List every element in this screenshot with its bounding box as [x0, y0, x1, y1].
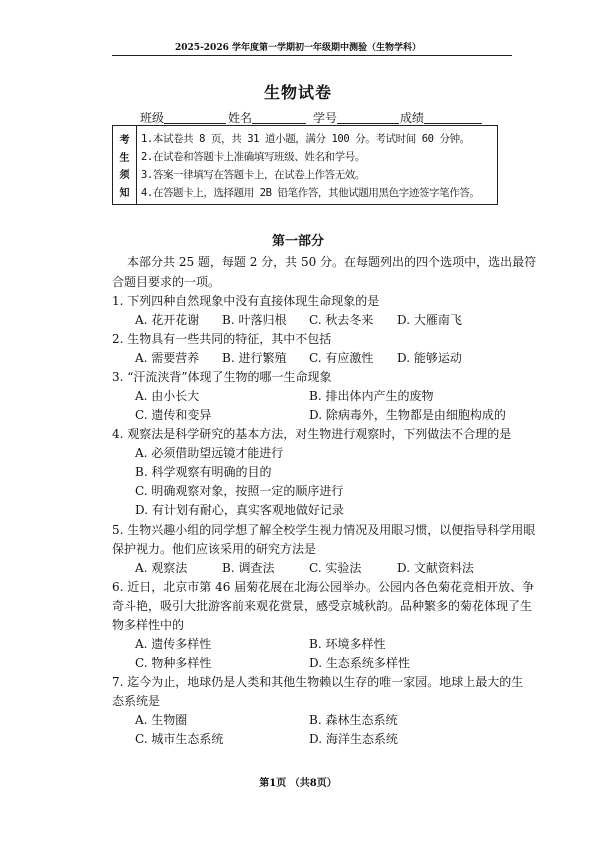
question-1-option-b: B. 叶落归根	[222, 313, 287, 327]
student-id-label: 学号	[313, 111, 338, 125]
notice-item: 2.在试卷和答题卡上准确填写班级、姓名和学号。	[141, 151, 365, 163]
question-1-stem: 1. 下列四种自然现象中没有直接体现生命现象的是	[112, 294, 380, 308]
class-blank	[164, 111, 226, 124]
question-3-option-c: C. 遗传和变异	[135, 408, 212, 422]
question-1-option-c: C. 秋去冬来	[309, 313, 374, 327]
score-blank	[424, 111, 482, 124]
score-field	[400, 109, 482, 126]
notice-item: 1.本试卷共 8 页，共 31 道小题，满分 100 分。考试时间 60 分钟。	[141, 133, 470, 145]
question-7-option-d: D. 海洋生态系统	[309, 732, 398, 746]
question-3-stem: 3. “汗流浃背”体现了生物的哪一生命现象	[112, 370, 332, 384]
question-5-option-a: A. 观察法	[135, 561, 188, 575]
question-7-option-c: C. 城市生态系统	[135, 732, 224, 746]
intro-line: 合题目要求的一项。	[112, 275, 221, 289]
notice-items	[141, 130, 493, 202]
question-5-option-b: B. 调查法	[222, 561, 275, 575]
header-rule	[112, 55, 512, 56]
page-header: 2025-2026 学年度第一学期初一年级期中测验（生物学科）	[175, 43, 421, 53]
question-4-option-c: C. 明确观察对象，按照一定的顺序进行	[135, 484, 344, 498]
intro-line: 本部分共 25 题，每题 2 分，共 50 分。在每题列出的四个选项中，选出最符	[127, 255, 537, 269]
section-title: 第一部分	[271, 234, 324, 249]
class-label: 班级	[140, 111, 165, 125]
question-6-option-a: A. 遗传多样性	[135, 637, 212, 651]
page-title: 生物试卷	[263, 83, 332, 102]
question-7-stem: 7. 迄今为止，地球仍是人类和其他生物赖以生存的唯一家园。地球上最大的生	[112, 675, 524, 689]
question-2-stem: 2. 生物具有一些共同的特征，其中不包括	[112, 332, 332, 346]
question-2-option-c: C. 有应激性	[309, 351, 374, 365]
question-3-option-b: B. 排出体内产生的废物	[309, 389, 434, 403]
question-7-option-b: B. 森林生态系统	[309, 713, 398, 727]
page-footer: 第1页 （共8页）	[259, 778, 337, 789]
question-5-option-c: C. 实验法	[309, 561, 362, 575]
question-4-option-a: A. 必须借助望远镜才能进行	[135, 446, 284, 460]
score-label: 成绩	[400, 111, 425, 125]
name-label: 姓名	[228, 111, 253, 125]
question-2-option-b: B. 进行繁殖	[222, 351, 287, 365]
question-2-option-d: D. 能够运动	[397, 351, 462, 365]
class-field	[140, 109, 226, 126]
question-6-option-d: D. 生态系统多样性	[309, 656, 410, 670]
student-id-blank	[337, 111, 399, 124]
question-1-option-a: A. 花开花谢	[135, 313, 200, 327]
notice-label-char: 生	[119, 152, 130, 164]
question-5-stem: 保护视力。他们应该采用的研究方法是	[112, 542, 317, 556]
question-6-stem: 物多样性中的	[112, 618, 185, 632]
question-7-option-a: A. 生物圈	[135, 713, 188, 727]
question-4-option-d: D. 有计划有耐心，真实客观地做好记录	[135, 503, 344, 517]
notice-label-char: 考	[119, 135, 130, 147]
notice-label	[113, 126, 137, 204]
question-6-option-b: B. 环境多样性	[309, 637, 386, 651]
notice-label-char: 须	[119, 170, 130, 182]
question-4-stem: 4. 观察法是科学研究的基本方法，对生物进行观察时，下列做法不合理的是	[112, 427, 512, 441]
question-5-stem: 5. 生物兴趣小组的同学想了解全校学生视力情况及用眼习惯，以便指导科学用眼	[112, 523, 536, 537]
notice-item: 3.答案一律填写在答题卡上，在试卷上作答无效。	[141, 169, 365, 181]
question-1-option-d: D. 大雁南飞	[397, 313, 462, 327]
question-6-stem: 奇斗艳，吸引大批游客前来观花赏景，感受京城秋韵。品种繁多的菊花体现了生	[112, 599, 533, 613]
question-3-option-a: A. 由小长大	[135, 389, 200, 403]
student-id-field	[313, 109, 399, 126]
question-7-stem: 态系统是	[112, 694, 161, 708]
notice-label-char: 知	[119, 187, 130, 199]
exam-notice-box	[112, 125, 498, 205]
question-4-option-b: B. 科学观察有明确的目的	[135, 465, 272, 479]
question-6-stem: 6. 近日，北京市第 46 届菊花展在北海公园举办。公园内各色菊花竞相开放、争	[112, 580, 535, 594]
question-2-option-a: A. 需要营养	[135, 351, 200, 365]
question-3-option-d: D. 除病毒外，生物都是由细胞构成的	[309, 408, 506, 422]
name-blank	[252, 111, 306, 124]
notice-item: 4.在答题卡上，选择题用 2B 铅笔作答，其他试题用黑色字迹签字笔作答。	[141, 187, 480, 199]
name-field	[228, 109, 306, 126]
question-6-option-c: C. 物种多样性	[135, 656, 212, 670]
question-5-option-d: D. 文献资料法	[397, 561, 474, 575]
